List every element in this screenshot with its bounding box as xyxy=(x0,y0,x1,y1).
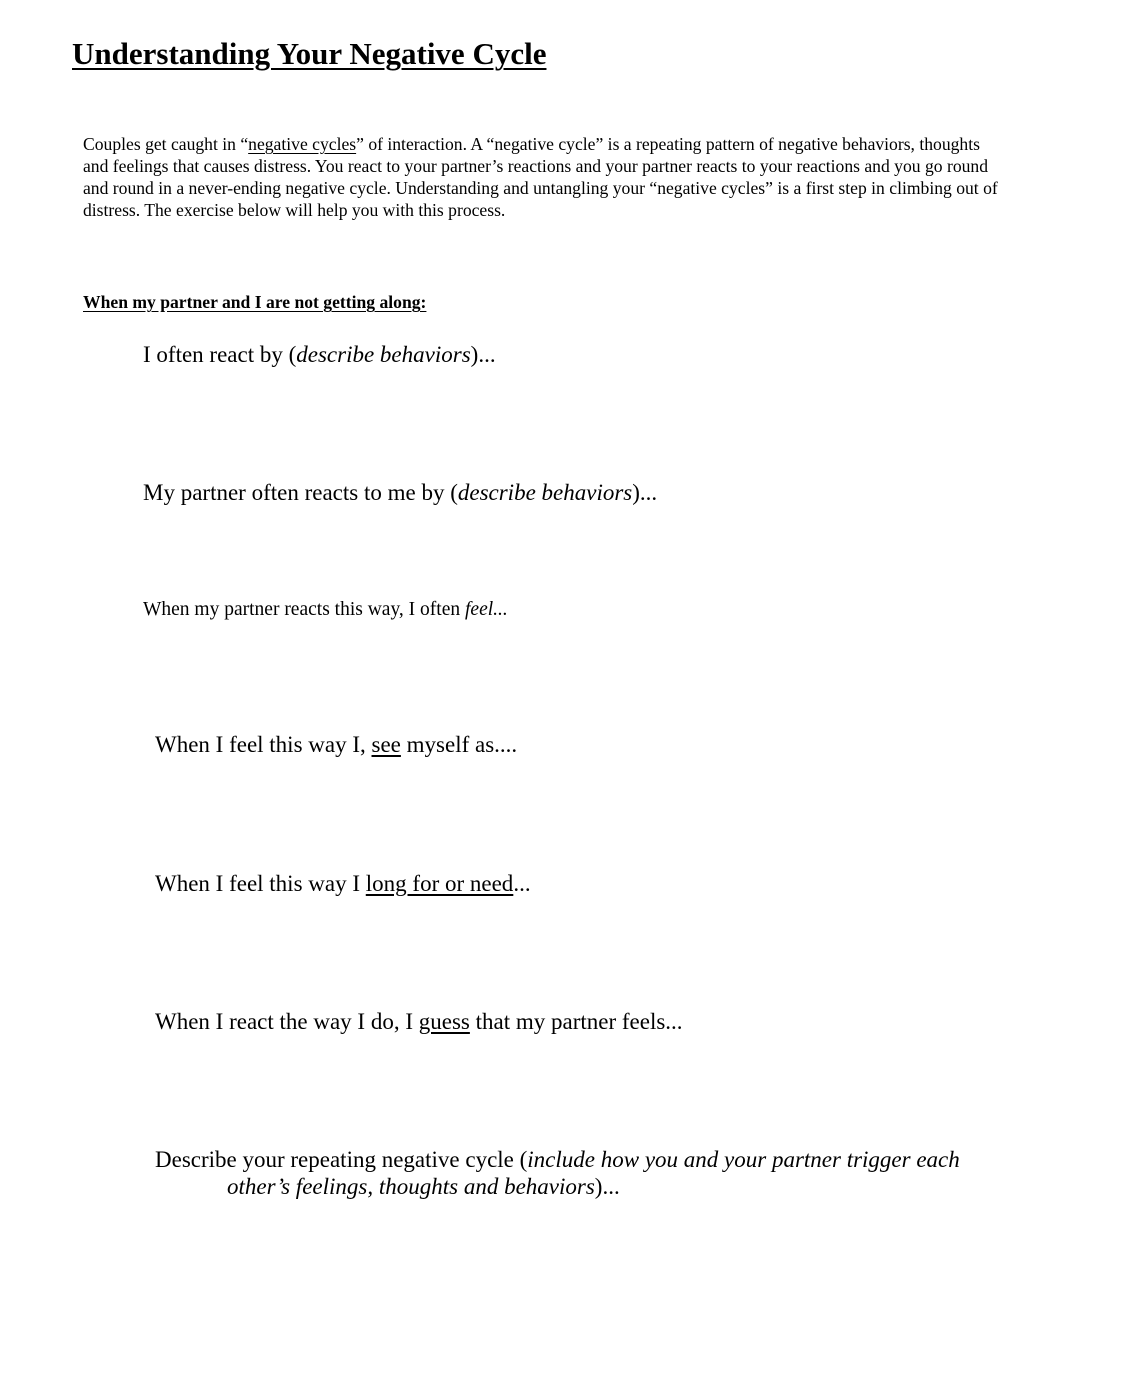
intro-paragraph xyxy=(83,133,1083,221)
prompt-see-myself xyxy=(155,731,517,758)
prompt-italic: other’s feelings, thoughts and behaviors xyxy=(227,1174,595,1199)
prompt-italic: describe behaviors xyxy=(457,480,633,505)
prompt-italic: describe behaviors xyxy=(296,342,471,367)
intro-text: ” of interaction. A “negative cycle” is a repeating pattern of negative behaviors, thoughts xyxy=(356,134,980,154)
intro-line-3: and round in a never-ending negative cycle. Understanding and untangling your “negative cycles” is a first step in climbing out of xyxy=(83,178,998,198)
prompt-text: ... xyxy=(513,871,531,896)
intro-line-1 xyxy=(83,133,1083,155)
prompt-partner-react xyxy=(143,479,657,506)
prompt-text: When my partner reacts this way, I often xyxy=(143,599,465,620)
prompt-react xyxy=(143,341,496,368)
prompt-text: that my partner feels... xyxy=(469,1009,683,1034)
prompt-text: When I react the way I do, I xyxy=(155,1009,419,1034)
prompt-guess xyxy=(155,1008,683,1035)
prompt-text: Describe your repeating negative cycle ( xyxy=(155,1147,528,1172)
prompt-text: I often react by ( xyxy=(143,342,297,367)
prompt-underline: long for or need xyxy=(365,871,514,896)
prompt-italic: feel... xyxy=(465,599,508,620)
prompt-feel xyxy=(143,596,508,623)
intro-line-2: and feelings that causes distress. You react to your partner’s reactions and your partner reacts to your reactions and you go round xyxy=(83,156,989,176)
prompt-underline: see xyxy=(371,732,401,757)
intro-line-4: distress. The exercise below will help you with this process. xyxy=(83,200,506,220)
negative-cycles-underlined: negative cycles xyxy=(248,134,357,154)
prompt-text: myself as.... xyxy=(400,732,518,757)
prompt-long-for xyxy=(155,870,531,897)
page-title: Understanding Your Negative Cycle xyxy=(72,36,547,71)
section-heading: When my partner and I are not getting along: xyxy=(83,292,427,312)
prompt-text: )... xyxy=(594,1174,620,1199)
prompt-continuation xyxy=(155,1173,960,1200)
prompt-text: When I feel this way I, xyxy=(155,732,372,757)
prompt-describe-cycle xyxy=(155,1146,960,1200)
prompt-text: )... xyxy=(470,342,496,367)
prompt-italic: include how you and your partner trigger each xyxy=(527,1147,960,1172)
intro-text: Couples get caught in “ xyxy=(83,134,249,154)
prompt-text: When I feel this way I xyxy=(155,871,366,896)
prompt-text: )... xyxy=(632,480,658,505)
prompt-underline: guess xyxy=(418,1009,470,1034)
prompt-text: My partner often reacts to me by ( xyxy=(143,480,458,505)
